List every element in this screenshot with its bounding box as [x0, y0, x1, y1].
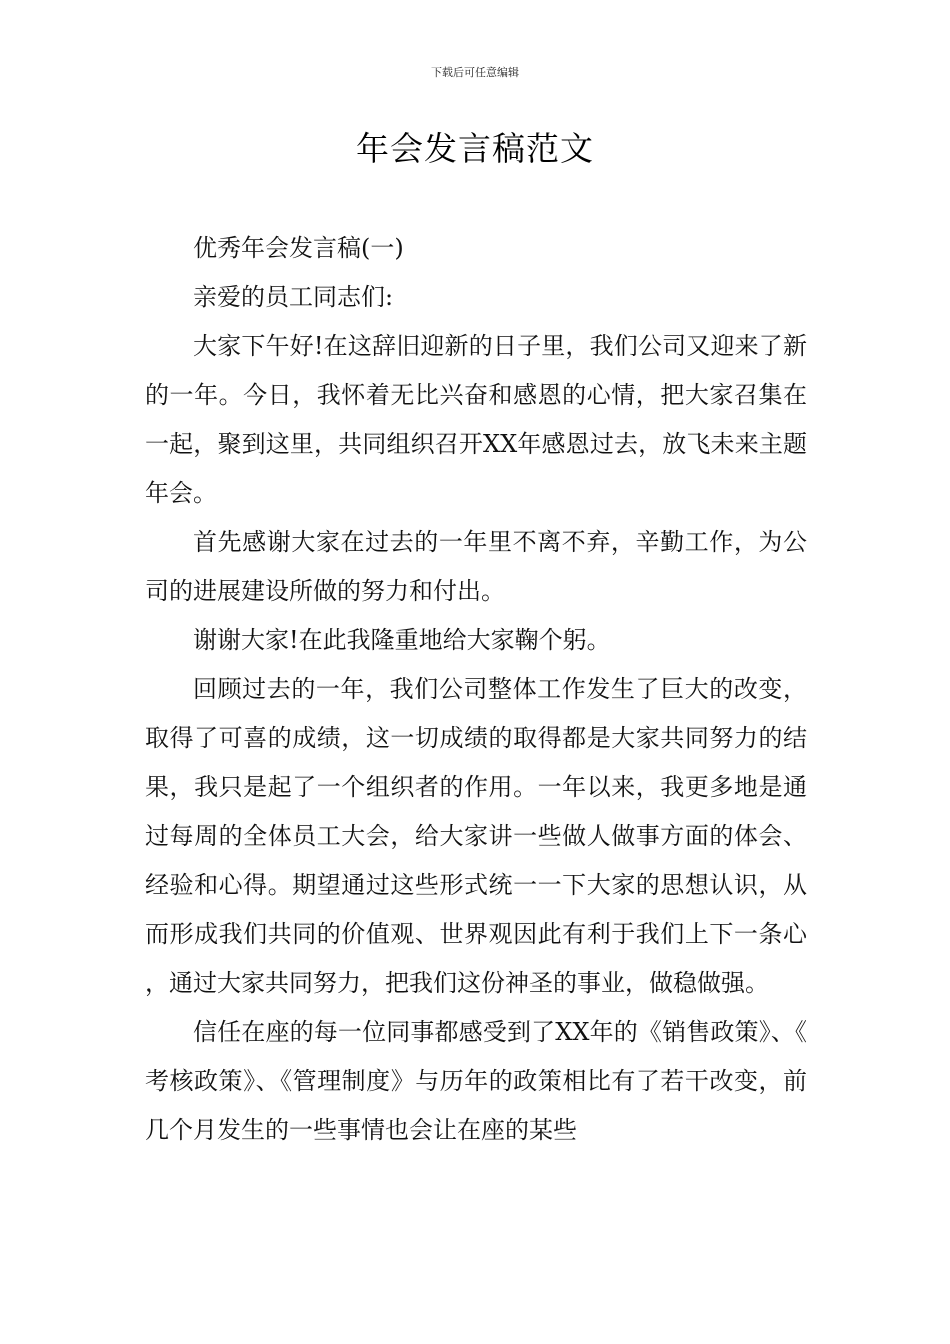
paragraph: 首先感谢大家在过去的一年里不离不弃，辛勤工作，为公司的进展建设所做的努力和付出。	[145, 528, 807, 605]
paragraph-salutation: 亲爱的员工同志们:	[193, 283, 394, 311]
paragraph: 谢谢大家!在此我隆重地给大家鞠个躬。	[193, 626, 611, 654]
paragraph: 大家下午好!在这辞旧迎新的日子里，我们公司又迎来了新的一年。今日，我怀着无比兴奋和感恩的心情，把大家召集在一起，聚到这里，共同组织召开XX年感恩过去，放飞未来主题年会。	[145, 332, 807, 507]
paragraph-subtitle: 优秀年会发言稿(一)	[193, 234, 404, 262]
header-note: 下载后可任意编辑	[431, 66, 519, 79]
document-body	[145, 224, 807, 1155]
document-title: 年会发言稿范文	[356, 129, 594, 168]
paragraph: 信任在座的每一位同事都感受到了XX年的《销售政策》、《考核政策》、《管理制度》与历年的政策相比有了若干改变，前几个月发生的一些事情也会让在座的某些	[145, 1018, 807, 1144]
paragraph: 回顾过去的一年，我们公司整体工作发生了巨大的改变，取得了可喜的成绩，这一切成绩的取得都是大家共同努力的结果，我只是起了一个组织者的作用。一年以来，我更多地是通过每周的全体员工大会，给大家讲一些做人做事方面的体会、经验和心得。期望通过这些形式统一一下大家的思想认识，从而形成我们共同的价值观、世界观因此有利于我们上下一条心，通过大家共同努力，把我们这份神圣的事业，做稳做强。	[145, 675, 807, 997]
